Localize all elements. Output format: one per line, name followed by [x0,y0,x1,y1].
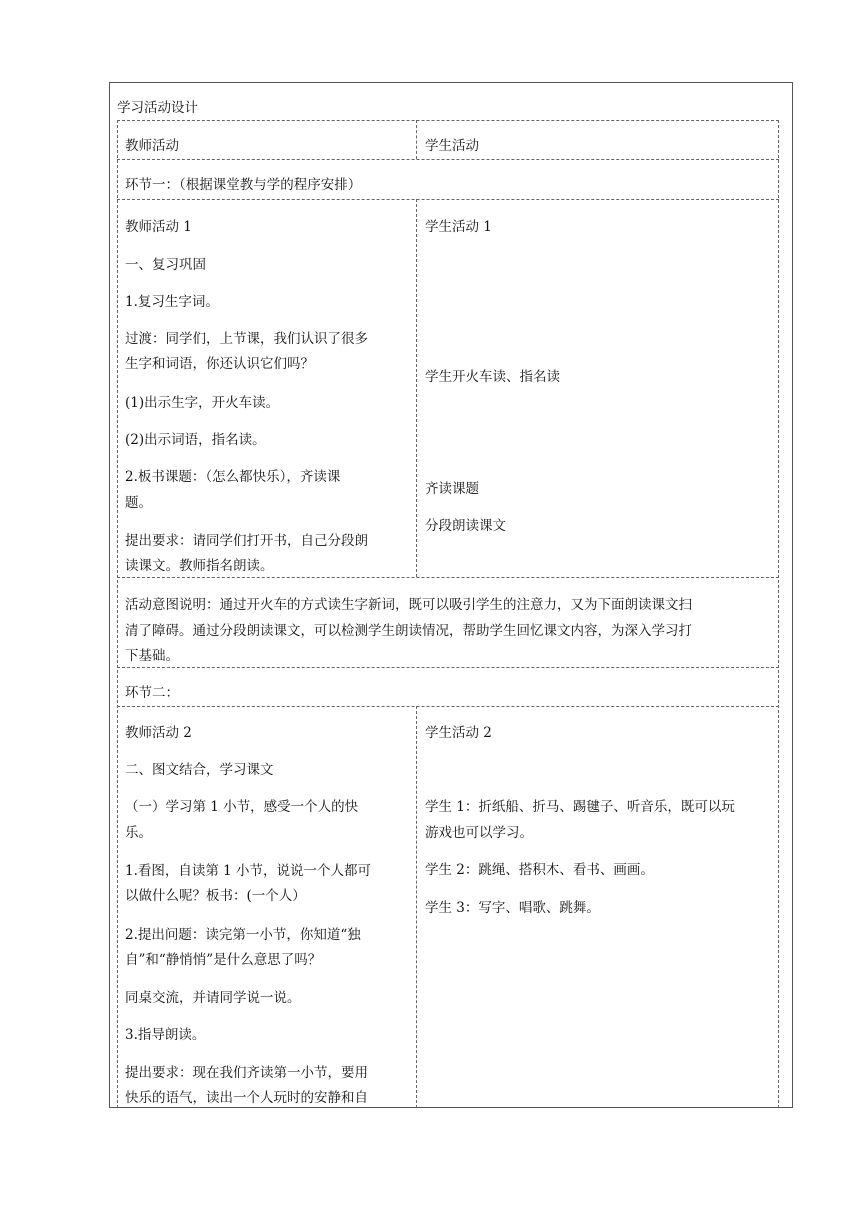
stage1-teacher-line: 题。 [125,495,152,511]
activity-intent-line: 清了障碍。通过分段朗读课文，可以检测学生朗读情况，帮助学生回忆课文内容，为深入学习打 [125,623,692,639]
table-line [117,159,779,160]
teacher-activity-1-label: 教师活动 1 [125,219,192,235]
stage2-student-line: 学生 2：跳绳、搭积木、看书、画画。 [425,862,654,878]
student-activity-1-label: 学生活动 1 [425,219,492,235]
student-activity-header: 学生活动 [425,138,479,154]
stage2-teacher-line: 同桌交流，并请同学说一说。 [125,990,301,1006]
activity-intent-line: 下基础。 [125,648,179,664]
stage1-student-line: 学生开火车读、指名读 [425,369,560,385]
teacher-activity-header: 教师活动 [125,138,179,154]
table-line [117,706,779,707]
table-line [117,120,779,121]
table-line [778,120,779,1108]
stage1-teacher-line: 一、复习巩固 [125,257,206,273]
table-line [117,199,779,200]
stage2-teacher-line: 2.提出问题：读完第一小节，你知道“独 [125,927,361,943]
stage2-teacher-line: 1.看图，自读第 1 小节，说说一个人都可 [125,863,372,879]
table-line [416,199,417,577]
table-line [117,667,779,668]
page-title: 学习活动设计 [117,100,198,116]
stage2-student-line: 游戏也可以学习。 [425,825,533,841]
stage1-student-line: 分段朗读课文 [425,518,506,534]
stage1-teacher-line: 2.板书课题：（怎么都快乐），齐读课 [125,469,341,485]
stage2-teacher-line: 以做什么呢？板书：(一个人） [125,888,306,904]
stage2-teacher-line: 自”和“静悄悄”是什么意思了吗？ [125,952,322,968]
table-line [416,120,417,159]
stage1-teacher-line: (2)出示词语，指名读。 [125,432,266,448]
stage2-student-line: 学生 1：折纸船、折马、踢毽子、听音乐，既可以玩 [425,799,735,815]
stage2-teacher-line: 快乐的语气，读出一个人玩时的安静和自 [125,1090,368,1106]
stage1-teacher-line: 生字和词语，你还认识它们吗？ [125,356,314,372]
stage1-title: 环节一：（根据课堂教与学的程序安排） [125,177,362,193]
student-activity-2-label: 学生活动 2 [425,725,492,741]
activity-intent-line: 活动意图说明：通过开火车的方式读生字新词，既可以吸引学生的注意力，又为下面朗读课文扫 [125,597,692,613]
stage2-teacher-line: （一）学习第 1 小节，感受一个人的快 [125,799,359,815]
stage2-teacher-line: 二、图文结合，学习课文 [125,762,274,778]
stage2-teacher-line: 乐。 [125,825,152,841]
stage2-teacher-line: 提出要求：现在我们齐读第一小节，要用 [125,1065,368,1081]
table-line [416,706,417,1108]
stage1-teacher-line: 过渡：同学们，上节课，我们认识了很多 [125,331,368,347]
stage2-student-line: 学生 3：写字、唱歌、跳舞。 [425,900,600,916]
stage2-title: 环节二： [125,685,179,701]
stage1-teacher-line: (1)出示生字，开火车读。 [125,395,280,411]
table-line [117,120,118,1108]
stage1-teacher-line: 1.复习生字词。 [125,294,219,310]
stage1-student-line: 齐读课题 [425,481,479,497]
table-line [117,577,779,578]
stage1-teacher-line: 提出要求：请同学们打开书，自己分段朗 [125,533,368,549]
stage2-teacher-line: 3.指导朗读。 [125,1027,206,1043]
stage1-teacher-line: 读课文。教师指名朗读。 [125,558,274,574]
teacher-activity-2-label: 教师活动 2 [125,725,192,741]
